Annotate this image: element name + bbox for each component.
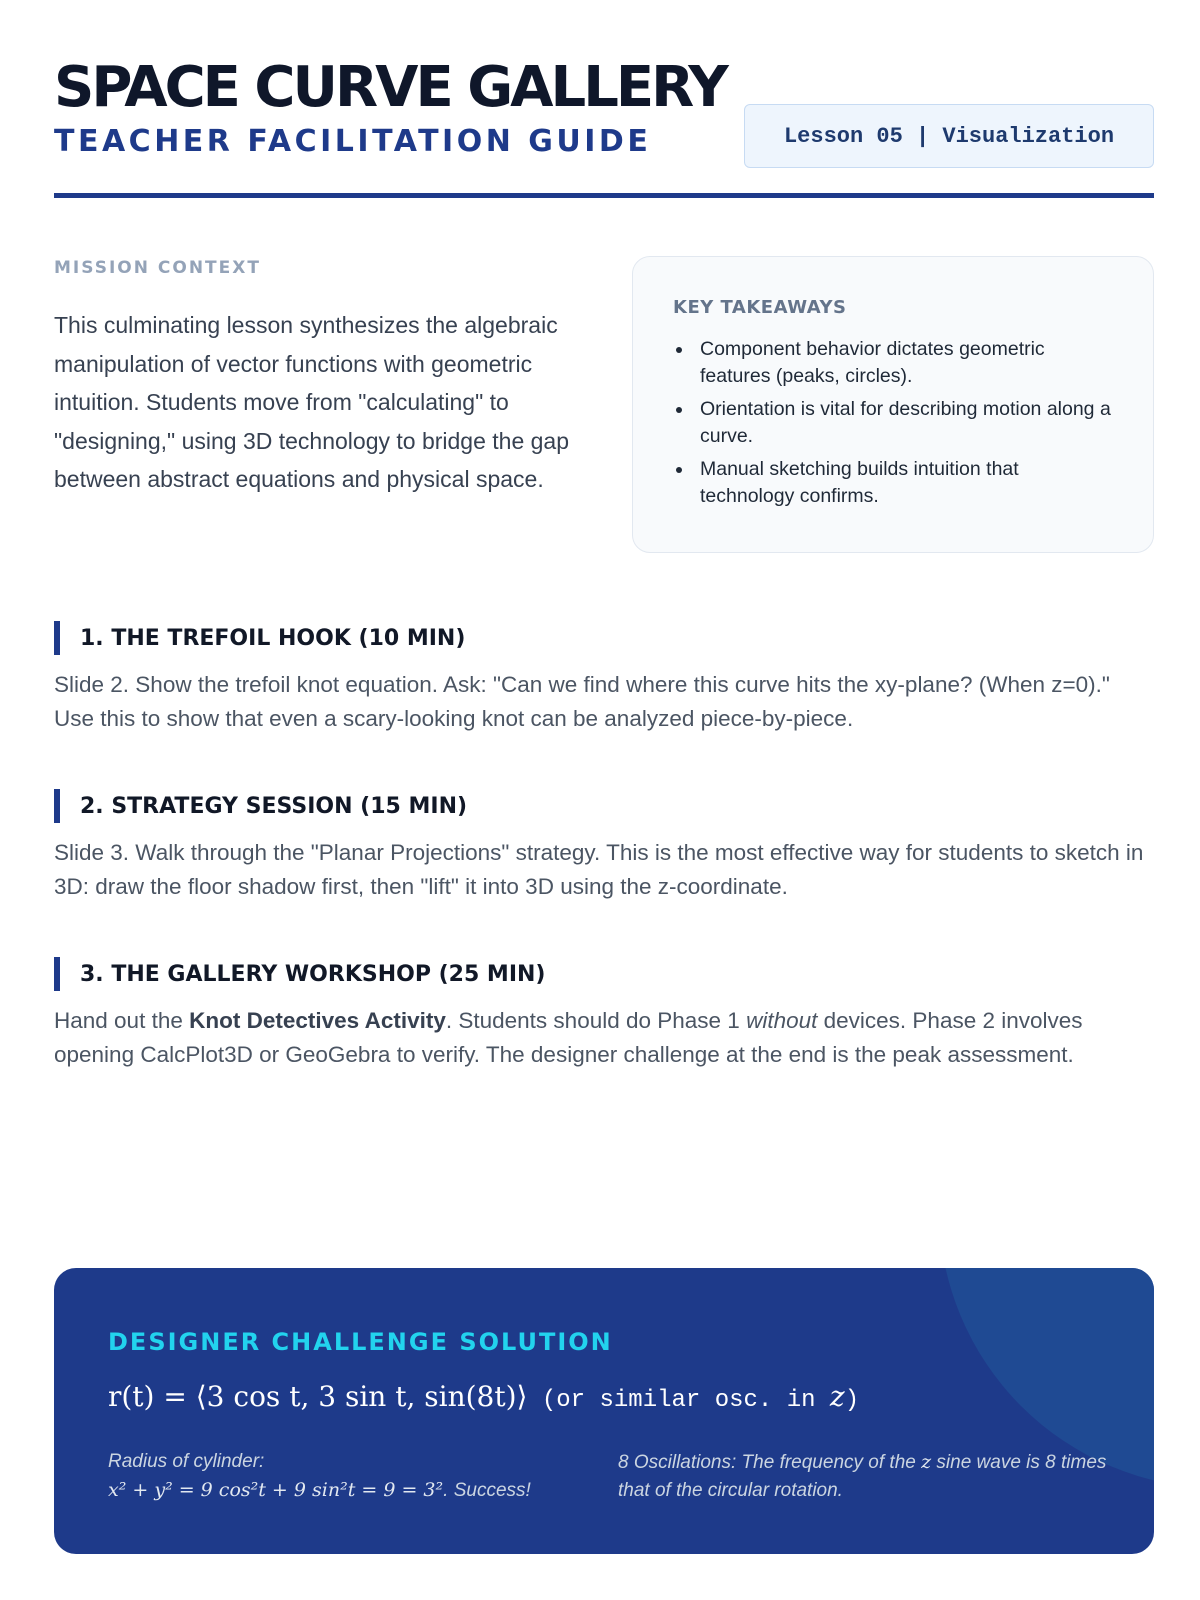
takeaways-title: KEY TAKEAWAYS: [673, 297, 847, 318]
section-marker: [54, 621, 60, 655]
section-marker: [54, 789, 60, 823]
bullet-icon: [676, 467, 682, 473]
key-takeaways-panel: [632, 256, 1154, 553]
lesson-badge: Lesson 05 | Visualization: [744, 104, 1154, 168]
solution-panel: [54, 1268, 1154, 1554]
solution-oscillation-note: 8 Oscillations: The frequency of the z sine wave is 8 times that of the circular rotation.: [618, 1451, 1107, 1501]
section-strategy-session: [54, 789, 1154, 903]
list-item: Orientation is vital for describing motion along a curve.: [673, 396, 1113, 450]
section-marker: [54, 957, 60, 991]
section-gallery-workshop: [54, 957, 1154, 1071]
list-item: Component behavior dictates geometric features (peaks, circles).: [673, 336, 1113, 390]
bullet-icon: [676, 407, 682, 413]
section-body: Slide 2. Show the trefoil knot equation. Ask: "Can we find where this curve hits the xy-plane? (When z=0)." Use this to show that even a scary-looking knot can be analyzed piece-by-piece.: [54, 672, 1110, 731]
header-divider: [54, 193, 1154, 198]
header: [54, 56, 1154, 160]
section-body: Slide 3. Walk through the "Planar Projections" strategy. This is the most effective way for students to sketch in 3D: draw the floor shadow first, then "lift" it into 3D using the z-coordinate.: [54, 840, 1144, 899]
solution-formula: r(t) = ⟨3 cos t, 3 sin t, sin(8t)⟩ (or similar osc. in z): [108, 1380, 860, 1414]
formula-expression: r(t) = ⟨3 cos t, 3 sin t, sin(8t)⟩: [108, 1380, 528, 1413]
page-title: SPACE CURVE GALLERY: [54, 55, 726, 120]
context-text: This culminating lesson synthesizes the algebraic manipulation of vector functions with geometric intuition. Students move from "calculating" to "designing," using 3D technology to bridge the gap between abstract equations and physical space.: [54, 312, 570, 492]
context-label: MISSION CONTEXT: [54, 258, 261, 278]
radius-equation: x² + y² = 9 cos²t + 9 sin²t = 9 = 3²: [108, 1479, 444, 1501]
section-title: 2. STRATEGY SESSION (15 MIN): [80, 793, 468, 819]
activity-name: Knot Detectives Activity: [189, 1008, 446, 1033]
takeaways-list: [673, 336, 1113, 510]
solution-radius-note: Radius of cylinder: x² + y² = 9 cos²t + 9 sin²t = 9 = 3². Success!: [108, 1451, 531, 1501]
list-item: Manual sketching builds intuition that technology confirms.: [673, 456, 1113, 510]
solution-title: DESIGNER CHALLENGE SOLUTION: [108, 1328, 613, 1356]
page-subtitle: TEACHER FACILITATION GUIDE: [54, 124, 652, 159]
bullet-icon: [676, 347, 682, 353]
section-title: 1. THE TREFOIL HOOK (10 MIN): [80, 625, 466, 651]
section-body: Hand out the Knot Detectives Activity. Students should do Phase 1 without devices. Phase 2 involves opening CalcPlot3D or GeoGebra to verify. The designer challenge at the end is the peak assessment.: [54, 1008, 1083, 1067]
section-trefoil-hook: [54, 621, 1154, 735]
section-title: 3. THE GALLERY WORKSHOP (25 MIN): [80, 961, 546, 987]
